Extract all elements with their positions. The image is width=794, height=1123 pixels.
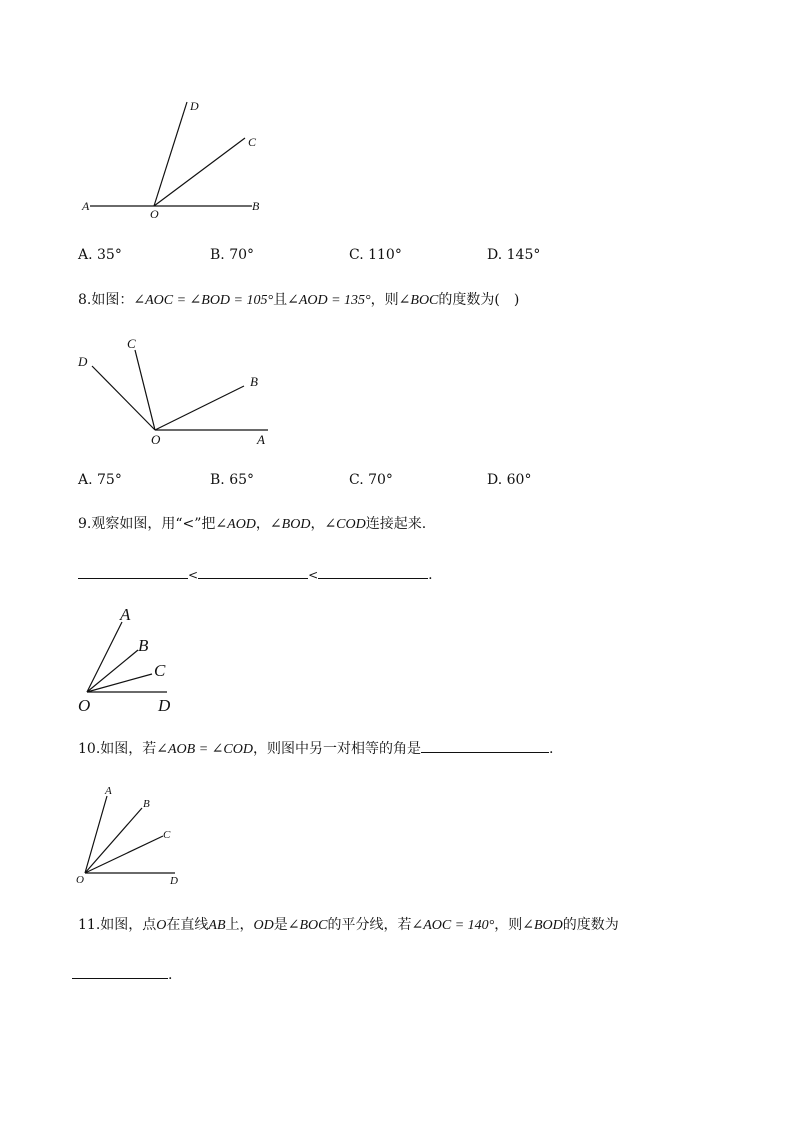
q11-t3: 是 (273, 917, 288, 933)
label-a: A (82, 199, 90, 213)
q9-blank-1[interactable] (78, 564, 188, 579)
q11-line: AB (208, 918, 226, 933)
figure-q8 (70, 330, 280, 455)
label-a: A (257, 432, 265, 447)
ray-ob (85, 808, 142, 873)
q9-answer-line (78, 564, 433, 584)
label-d: D (78, 354, 88, 369)
q8-expr1: ∠AOC = ∠BOD = 105° (133, 293, 274, 308)
q8-option-b: B. 65° (210, 472, 255, 488)
label-d: D (190, 99, 199, 113)
label-o: O (150, 207, 159, 221)
label-a: A (120, 605, 131, 624)
q8-option-d: D. 60° (487, 472, 532, 488)
label-c: C (163, 829, 171, 841)
q11-t4: 的平分线，若 (327, 917, 412, 933)
q9-question (78, 515, 426, 534)
q8-option-a: A. 75° (78, 472, 122, 488)
label-b: B (138, 636, 149, 655)
q11-prefix: 11.如图，点 (78, 917, 157, 933)
label-o: O (151, 432, 161, 447)
q7-option-d: D. 145° (487, 247, 541, 263)
label-c: C (154, 661, 166, 680)
q7-option-b: B. 70° (210, 247, 255, 263)
label-o: O (76, 874, 84, 886)
label-c: C (127, 336, 136, 351)
label-a: A (105, 785, 112, 797)
q9-end: . (428, 567, 433, 583)
q11-angle: ∠BOC (287, 918, 328, 933)
q10-prefix: 10.如图，若 (78, 741, 157, 757)
q10-question (78, 738, 553, 759)
q11-expr: ∠AOC = 140° (411, 918, 495, 933)
q11-point: O (156, 918, 167, 933)
q10-suffix: ，则图中另一对相等的角是 (252, 741, 421, 757)
ray-ob (87, 650, 138, 692)
q11-question (78, 916, 619, 935)
q8-suffix: 的度数为( ) (438, 292, 520, 308)
q8-mid: 且 (273, 292, 288, 308)
q10-end: . (548, 741, 554, 757)
q8-question (78, 291, 519, 310)
q11-blank[interactable] (72, 964, 168, 979)
ray-oc (135, 350, 155, 430)
label-b: B (143, 798, 150, 810)
q9-comma1: ， (255, 516, 270, 532)
q9-suffix: 连接起来. (365, 516, 427, 532)
q9-blank-2[interactable] (198, 564, 308, 579)
figure-q9 (70, 600, 200, 715)
q9-angle1: ∠AOD (215, 517, 256, 532)
label-o: O (78, 696, 91, 715)
q11-ray: OD (253, 918, 274, 933)
figure-q7 (70, 90, 280, 225)
q8-prefix: 8.如图： (78, 292, 134, 308)
ray-od (154, 102, 187, 206)
q9-lt-2: < (308, 568, 319, 582)
q11-t1: 在直线 (166, 917, 209, 933)
label-c: C (248, 135, 257, 149)
q9-prefix: 9.观察如图，用“<”把 (78, 516, 216, 532)
label-b: B (252, 199, 260, 213)
q11-end: . (168, 967, 173, 983)
q9-angle2: ∠BOD (269, 517, 311, 532)
q10-blank[interactable] (421, 738, 549, 753)
label-b: B (250, 374, 258, 389)
q11-answer-line (72, 964, 172, 984)
q8-option-c: C. 70° (349, 472, 393, 488)
ray-oc (154, 138, 245, 206)
ray-oc (85, 836, 163, 873)
label-d: D (158, 696, 171, 715)
q10-expr: ∠AOB = ∠COD (156, 742, 253, 757)
q11-t2: 上， (225, 917, 254, 933)
q8-sep: ，则 (370, 292, 399, 308)
ray-oc (87, 674, 152, 692)
q9-lt-1: < (188, 568, 199, 582)
ray-ob (155, 386, 244, 430)
q9-angle3: ∠COD (324, 517, 366, 532)
ray-oa (87, 622, 122, 692)
label-d: D (170, 875, 178, 887)
ray-oa (85, 796, 107, 873)
q9-blank-3[interactable] (318, 564, 428, 579)
q7-option-a: A. 35° (78, 247, 122, 263)
ray-od (92, 366, 155, 430)
figure-q10 (70, 780, 190, 890)
q11-t6: 的度数为 (562, 917, 619, 933)
q8-expr2: ∠AOD = 135° (287, 293, 371, 308)
q11-t5: ，则 (494, 917, 523, 933)
q7-option-c: C. 110° (349, 247, 402, 263)
q9-comma2: ， (310, 516, 325, 532)
q11-angle2: ∠BOD (522, 918, 563, 933)
q8-expr3: ∠BOC (398, 293, 439, 308)
